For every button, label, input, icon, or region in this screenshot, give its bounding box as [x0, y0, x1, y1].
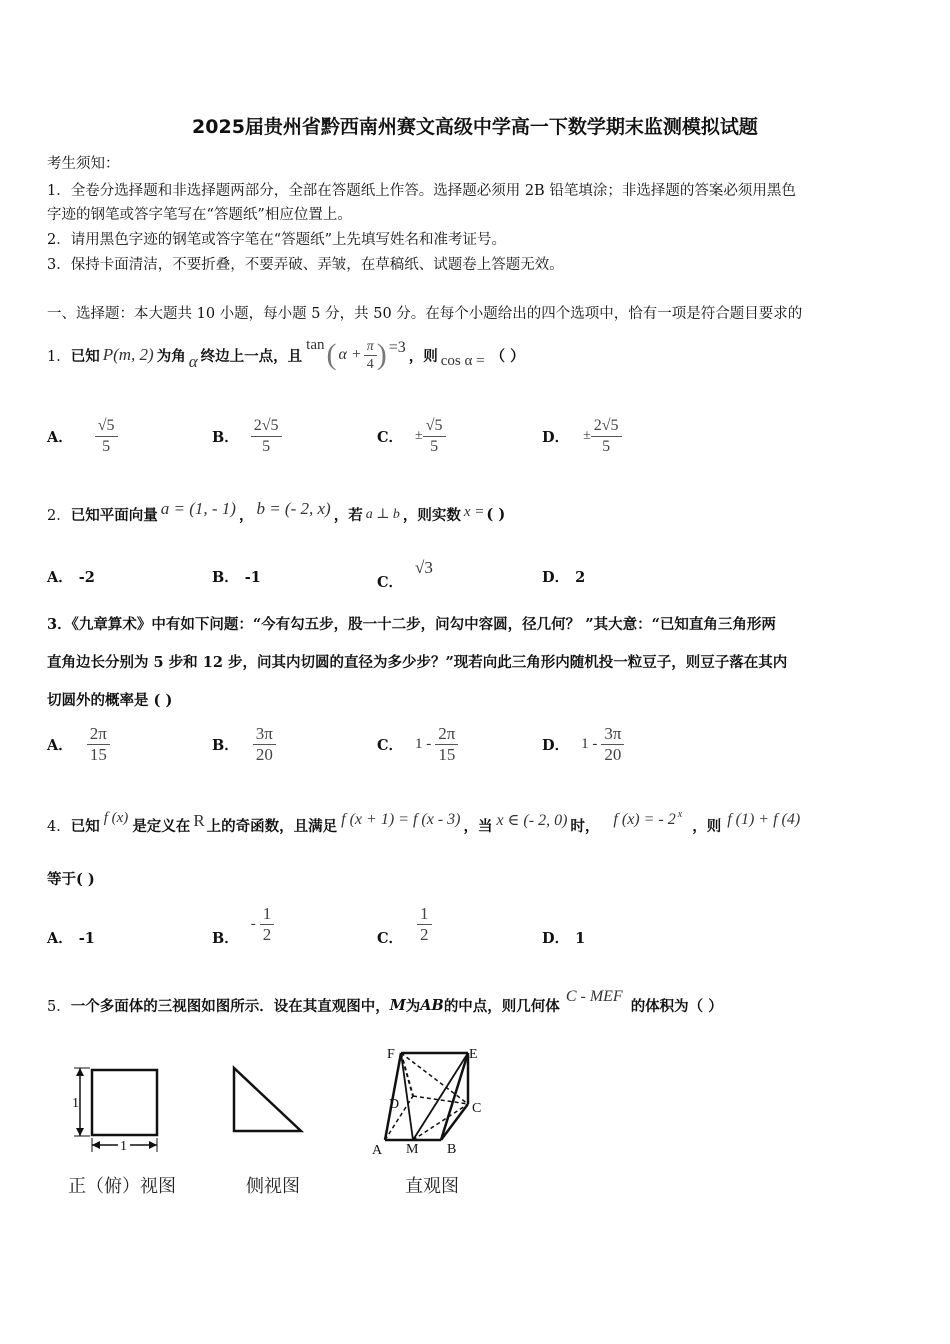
option-fraction — [423, 416, 446, 457]
fraction-denominator: 5 — [602, 437, 611, 455]
option-label: A． — [47, 569, 73, 586]
vertex-label-m: M — [406, 1142, 419, 1157]
fraction-denominator: 4 — [366, 356, 374, 372]
math-ab: AB — [420, 996, 444, 1014]
option-fraction — [87, 724, 110, 765]
option-label: D． — [542, 428, 570, 446]
option-label: A． — [47, 736, 73, 754]
question-text: 为角 — [156, 347, 186, 365]
question-3-line-1: 3．《九章算术》中有如下问题：“今有勾五步，股一十二步，问勾中容圆，径几何？ ”其大意：“已知直角三角形两 — [47, 616, 776, 633]
q3-option-a[interactable] — [47, 720, 110, 768]
q3-option-b[interactable] — [212, 720, 276, 768]
fraction-numerator: 2√5 — [251, 416, 282, 437]
arrow-right-icon — [149, 1141, 157, 1149]
dimension-label-vertical: 1 — [72, 1096, 79, 1111]
notice-item-1-line-1: 1．全卷分选择题和非选择题两部分，全部在答题纸上作答。选择题必须用 2B 铅笔填涂；非选择题的答案必须用黑色 — [47, 183, 796, 199]
fraction-numerator: 1 — [260, 904, 275, 925]
option-value: √3 — [415, 558, 433, 577]
math-cos: cos α = — [440, 352, 485, 369]
q1-option-c[interactable] — [377, 412, 446, 460]
option-label: D． — [542, 569, 570, 586]
question-text: 的体积为（ ） — [630, 997, 723, 1015]
math-fx: f (x) — [103, 809, 129, 826]
option-label: D． — [542, 930, 570, 947]
side-view-triangle — [234, 1068, 301, 1131]
question-number: 2． — [47, 507, 71, 524]
math-equals: =3 — [388, 339, 406, 356]
option-fraction — [95, 416, 118, 457]
fraction-denominator: 20 — [604, 744, 622, 764]
math-x: x = — [463, 503, 485, 520]
fraction-numerator: √5 — [423, 416, 446, 437]
option-label: D． — [542, 736, 570, 754]
option-fraction — [417, 904, 432, 945]
option-label: B． — [212, 929, 239, 947]
option-fraction — [260, 904, 275, 945]
question-text: 已知 — [70, 347, 100, 365]
fraction-denominator: 5 — [262, 437, 271, 455]
math-fraction — [364, 338, 377, 373]
math-vector-b: b = (- 2, x) — [256, 499, 331, 518]
option-fraction — [435, 724, 458, 765]
option-label: A． — [47, 428, 73, 446]
question-text: 已知平面向量 — [70, 506, 158, 524]
option-value: -2 — [78, 569, 95, 586]
q1-option-a[interactable] — [47, 412, 118, 460]
question-text: ，则 — [692, 817, 722, 835]
math-expr: α + — [338, 346, 362, 363]
question-text: 为 — [405, 997, 421, 1015]
vertex-label-f: F — [387, 1047, 395, 1062]
question-text: 时， — [570, 817, 600, 835]
q2-option-a[interactable] — [47, 566, 95, 587]
question-text: 的中点，则几何体 — [443, 997, 560, 1015]
option-fraction — [591, 416, 622, 457]
answer-blank: ( ) — [486, 505, 506, 523]
notice-item-2: 2．请用黑色字迹的钢笔或答字笔在“答题纸”上先填写姓名和准考证号。 — [47, 232, 507, 248]
option-label: C． — [377, 573, 404, 591]
math-point: P(m, 2) — [102, 345, 154, 364]
question-text: 一个多面体的三视图如图所示．设在其直观图中， — [70, 997, 390, 1015]
q2-option-b[interactable] — [212, 566, 261, 587]
question-3-line-3: 切圆外的概率是 ( ) — [47, 692, 173, 709]
fraction-denominator: 20 — [255, 744, 273, 764]
right-paren-icon: ) — [376, 338, 387, 371]
fraction-denominator: 15 — [89, 744, 107, 764]
option-label: C． — [377, 736, 404, 754]
question-number: 1． — [47, 348, 71, 365]
three-view-figure — [60, 1040, 500, 1170]
q3-option-c[interactable] — [377, 720, 458, 768]
option-label: A． — [47, 930, 73, 947]
question-text: ，则实数 — [402, 506, 461, 524]
option-prefix: - — [250, 915, 256, 932]
q4-option-c[interactable] — [377, 900, 432, 948]
question-3-line-2: 直角边长分别为 5 步和 12 步，问其内切圆的直径为多少步？”现若向此三角形内随机投一粒豆子，则豆子落在其内 — [47, 654, 788, 671]
fraction-denominator: 5 — [102, 437, 111, 455]
vertex-label-b: B — [447, 1142, 457, 1157]
math-m: M — [389, 996, 406, 1014]
dimension-label-horizontal: 1 — [120, 1139, 127, 1154]
option-label: C． — [377, 929, 404, 947]
option-value: -1 — [78, 930, 95, 947]
notice-item-3: 3．保持卡面清洁，不要折叠，不要弄破、弄皱，在草稿纸、试题卷上答题无效。 — [47, 257, 564, 273]
fraction-numerator: 2π — [87, 724, 110, 745]
left-paren-icon: ( — [326, 338, 337, 371]
option-fraction — [601, 724, 624, 765]
option-prefix: 1 - — [581, 735, 598, 752]
section-1-header: 一、选择题：本大题共 10 小题，每小题 5 分，共 50 分。在每个小题给出的四个选项中，恰有一项是符合题目要求的 — [47, 306, 803, 322]
math-alpha: α — [188, 352, 198, 371]
q2-option-d[interactable] — [542, 566, 585, 587]
vertex-label-e: E — [469, 1047, 478, 1062]
page-title: 2025届贵州省黔西南州赛文高级中学高一下数学期末监测模拟试题 — [192, 116, 758, 138]
fraction-denominator: 5 — [430, 437, 439, 455]
vertex-label-c: C — [472, 1101, 482, 1116]
math-equation: f (x + 1) = f (x - 3) — [341, 811, 461, 828]
q1-option-b[interactable] — [212, 412, 282, 460]
question-text: 是定义在 — [132, 817, 191, 835]
vertex-label-d: D — [389, 1097, 400, 1112]
caption-front-view: 正（俯）视图 — [68, 1176, 176, 1197]
option-prefix: 1 - — [415, 735, 432, 752]
option-value: -1 — [244, 569, 261, 586]
option-prefix: ± — [583, 428, 591, 443]
question-4 — [47, 805, 800, 845]
math-perp: a ⊥ b — [365, 506, 400, 522]
answer-blank: （ ） — [490, 347, 525, 365]
option-fraction — [251, 416, 282, 457]
option-value: 1 — [575, 930, 586, 947]
question-text: ，若 — [333, 506, 363, 524]
math-vector-a: a = (1, - 1) — [160, 499, 236, 518]
fraction-numerator: 2√5 — [591, 416, 622, 437]
option-fraction — [253, 724, 276, 765]
front-view-square — [92, 1070, 157, 1135]
option-prefix: ± — [415, 428, 423, 443]
arrow-up-icon — [76, 1068, 84, 1076]
question-number: 5． — [47, 998, 71, 1015]
question-5 — [47, 985, 723, 1025]
math-interval: x ∈ (- 2, 0) — [496, 812, 568, 829]
question-4-line-2: 等于( ) — [47, 871, 95, 888]
question-text: ， — [238, 506, 254, 524]
option-label: C． — [377, 428, 404, 446]
question-1 — [47, 333, 525, 377]
q1-option-d[interactable] — [542, 412, 622, 460]
question-text: ，则 — [408, 347, 438, 365]
math-solid: C - MEF — [565, 988, 623, 1005]
notice-heading: 考生须知： — [47, 156, 120, 172]
q2-option-c[interactable] — [377, 552, 433, 592]
math-reals: R — [193, 811, 205, 830]
question-2 — [47, 494, 505, 534]
question-text: 终边上一点，且 — [200, 347, 303, 365]
arrow-left-icon — [92, 1141, 100, 1149]
vertex-label-a: A — [372, 1143, 383, 1158]
question-number: 4． — [47, 818, 71, 835]
fraction-numerator: 1 — [417, 904, 432, 925]
math-sum: f (1) + f (4) — [727, 811, 801, 828]
math-fx-def: f (x) = - 2 — [613, 811, 676, 828]
fraction-denominator: 2 — [420, 924, 429, 944]
q4-option-b[interactable] — [212, 900, 274, 948]
notice-item-1-line-2: 字迹的钢笔或答字笔写在“答题纸”相应位置上。 — [47, 207, 352, 223]
question-text: 已知 — [70, 817, 100, 835]
math-tan: tan — [306, 336, 325, 353]
caption-direct-view: 直观图 — [405, 1176, 459, 1197]
question-text: 上的奇函数，且满足 — [206, 817, 338, 835]
math-exponent: x — [677, 808, 683, 820]
option-label: B． — [212, 428, 239, 446]
fraction-numerator: π — [364, 338, 377, 356]
q4-option-d[interactable] — [542, 927, 585, 948]
q3-option-d[interactable] — [542, 720, 624, 768]
fraction-denominator: 15 — [438, 744, 456, 764]
fraction-numerator: 3π — [601, 724, 624, 745]
caption-side-view: 侧视图 — [246, 1176, 300, 1197]
fraction-numerator: 2π — [435, 724, 458, 745]
arrow-down-icon — [76, 1128, 84, 1136]
option-value: 2 — [575, 569, 586, 586]
option-label: B． — [212, 736, 239, 754]
question-text: ，当 — [463, 817, 493, 835]
fraction-numerator: √5 — [95, 416, 118, 437]
option-label: B． — [212, 569, 239, 586]
fraction-numerator: 3π — [253, 724, 276, 745]
q4-option-a[interactable] — [47, 927, 95, 948]
fraction-denominator: 2 — [262, 924, 272, 944]
